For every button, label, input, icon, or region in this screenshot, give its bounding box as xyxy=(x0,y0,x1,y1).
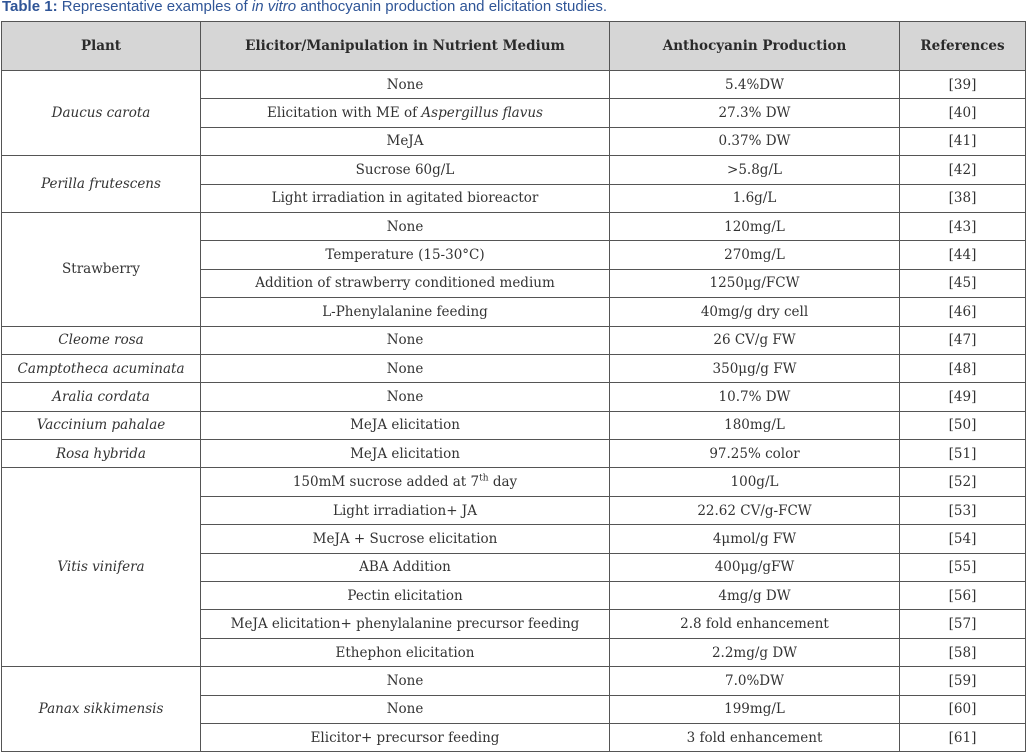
production-cell: 120mg/L xyxy=(610,212,900,240)
plant-name: Camptotheca acuminata xyxy=(17,360,185,377)
reference-cell: [58] xyxy=(900,638,1026,666)
production-cell: 180mg/L xyxy=(610,411,900,439)
elicitor-text: L-Phenylalanine feeding xyxy=(322,303,488,320)
reference-cell: [50] xyxy=(900,411,1026,439)
plant-cell xyxy=(2,440,201,468)
elicitor-text: MeJA elicitation xyxy=(350,417,460,434)
header-row xyxy=(2,22,1026,71)
elicitor-text: Pectin elicitation xyxy=(347,587,463,604)
reference-cell: [45] xyxy=(900,269,1026,297)
plant-name: Rosa hybrida xyxy=(56,445,146,462)
production-cell: 270mg/L xyxy=(610,241,900,269)
production-cell: 2.2mg/g DW xyxy=(610,638,900,666)
elicitor-cell xyxy=(201,383,610,411)
elicitor-cell xyxy=(201,326,610,354)
reference-cell: [38] xyxy=(900,184,1026,212)
elicitor-cell xyxy=(201,269,610,297)
elicitor-cell xyxy=(201,582,610,610)
elicitor-cell xyxy=(201,71,610,99)
elicitor-text: None xyxy=(386,76,424,93)
elicitor-text: Light irradiation in agitated bioreactor xyxy=(271,190,539,207)
elicitor-cell xyxy=(201,354,610,382)
elicitor-text: MeJA + Sucrose elicitation xyxy=(312,530,498,547)
table-row xyxy=(2,71,1026,99)
plant-name: Vitis vinifera xyxy=(57,559,145,576)
production-cell: >5.8g/L xyxy=(610,156,900,184)
elicitor-tail: day xyxy=(488,474,518,491)
elicitor-text: MeJA xyxy=(386,133,424,150)
table-row xyxy=(2,354,1026,382)
plant-name: Perilla frutescens xyxy=(41,176,161,193)
caption-text-italic: in vitro xyxy=(251,0,297,15)
table-row xyxy=(2,468,1026,496)
elicitor-text: None xyxy=(386,701,424,718)
reference-cell: [57] xyxy=(900,610,1026,638)
elicitor-cell xyxy=(201,667,610,695)
elicitor-text: None xyxy=(386,360,424,377)
elicitor-cell xyxy=(201,525,610,553)
elicitor-text: MeJA elicitation+ phenylalanine precursor feeding xyxy=(230,616,580,633)
table-body xyxy=(2,71,1026,752)
elicitor-cell xyxy=(201,411,610,439)
elicitor-cell xyxy=(201,638,610,666)
elicitor-superscript: th xyxy=(479,473,489,484)
elicitor-text: MeJA elicitation xyxy=(350,445,460,462)
reference-cell: [40] xyxy=(900,99,1026,127)
table-row xyxy=(2,383,1026,411)
plant-cell xyxy=(2,383,201,411)
header-elicitor: Elicitor/Manipulation in Nutrient Medium xyxy=(201,22,610,71)
production-cell: 400μg/gFW xyxy=(610,553,900,581)
production-cell: 97.25% color xyxy=(610,440,900,468)
production-cell: 199mg/L xyxy=(610,695,900,723)
elicitor-text: Temperature (15-30°C) xyxy=(325,247,485,264)
elicitor-text: Addition of strawberry conditioned medium xyxy=(255,275,555,292)
elicitor-cell xyxy=(201,695,610,723)
production-cell: 1.6g/L xyxy=(610,184,900,212)
reference-cell: [46] xyxy=(900,298,1026,326)
production-cell: 4mg/g DW xyxy=(610,582,900,610)
production-cell: 350μg/g FW xyxy=(610,354,900,382)
elicitor-cell xyxy=(201,241,610,269)
production-cell: 4μmol/g FW xyxy=(610,525,900,553)
reference-cell: [43] xyxy=(900,212,1026,240)
table-row xyxy=(2,156,1026,184)
production-cell: 1250μg/FCW xyxy=(610,269,900,297)
table-row xyxy=(2,411,1026,439)
table-row xyxy=(2,440,1026,468)
elicitor-cell xyxy=(201,468,610,496)
plant-name: Aralia cordata xyxy=(52,388,150,405)
reference-cell: [49] xyxy=(900,383,1026,411)
elicitor-cell xyxy=(201,99,610,127)
table-row xyxy=(2,326,1026,354)
plant-cell xyxy=(2,667,201,752)
elicitor-cell xyxy=(201,298,610,326)
production-cell: 0.37% DW xyxy=(610,127,900,155)
production-cell: 5.4%DW xyxy=(610,71,900,99)
reference-cell: [51] xyxy=(900,440,1026,468)
plant-name: Cleome rosa xyxy=(58,332,144,349)
elicitor-cell xyxy=(201,496,610,524)
anthocyanin-table xyxy=(1,21,1026,752)
elicitor-text: Light irradiation+ JA xyxy=(333,502,477,519)
plant-cell xyxy=(2,354,201,382)
production-cell: 26 CV/g FW xyxy=(610,326,900,354)
table-row xyxy=(2,667,1026,695)
plant-cell xyxy=(2,326,201,354)
reference-cell: [55] xyxy=(900,553,1026,581)
plant-name: Vaccinium pahalae xyxy=(36,417,166,434)
production-cell: 100g/L xyxy=(610,468,900,496)
elicitor-organism: Aspergillus flavus xyxy=(421,105,543,122)
reference-cell: [60] xyxy=(900,695,1026,723)
elicitor-text: Elicitor+ precursor feeding xyxy=(310,729,500,746)
reference-cell: [47] xyxy=(900,326,1026,354)
elicitor-cell xyxy=(201,723,610,751)
reference-cell: [44] xyxy=(900,241,1026,269)
reference-cell: [56] xyxy=(900,582,1026,610)
production-cell: 2.8 fold enhancement xyxy=(610,610,900,638)
reference-cell: [54] xyxy=(900,525,1026,553)
header-plant: Plant xyxy=(2,22,201,71)
plant-cell xyxy=(2,71,201,156)
production-cell: 7.0%DW xyxy=(610,667,900,695)
elicitor-text: Elicitation with ME of xyxy=(267,105,422,122)
plant-name: Panax sikkimensis xyxy=(38,701,164,718)
elicitor-text: None xyxy=(386,218,424,235)
plant-cell xyxy=(2,156,201,213)
production-cell: 10.7% DW xyxy=(610,383,900,411)
elicitor-text: Ethephon elicitation xyxy=(335,644,475,661)
header-production: Anthocyanin Production xyxy=(610,22,900,71)
production-cell: 22.62 CV/g-FCW xyxy=(610,496,900,524)
caption-label: Table 1: xyxy=(2,0,58,15)
plant-cell xyxy=(2,212,201,326)
elicitor-cell xyxy=(201,553,610,581)
plant-cell xyxy=(2,468,201,667)
production-cell: 3 fold enhancement xyxy=(610,723,900,751)
header-references: References xyxy=(900,22,1026,71)
reference-cell: [53] xyxy=(900,496,1026,524)
plant-cell xyxy=(2,411,201,439)
elicitor-text: None xyxy=(386,672,424,689)
production-cell: 27.3% DW xyxy=(610,99,900,127)
elicitor-cell xyxy=(201,212,610,240)
elicitor-cell xyxy=(201,156,610,184)
elicitor-cell xyxy=(201,127,610,155)
reference-cell: [39] xyxy=(900,71,1026,99)
plant-name: Strawberry xyxy=(62,261,140,278)
elicitor-cell xyxy=(201,184,610,212)
reference-cell: [61] xyxy=(900,723,1026,751)
caption-text-after: anthocyanin production and elicitation studies. xyxy=(296,0,608,15)
elicitor-text: None xyxy=(386,332,424,349)
table-caption xyxy=(2,0,607,18)
reference-cell: [42] xyxy=(900,156,1026,184)
elicitor-text: 150mM sucrose added at 7 xyxy=(292,474,480,491)
reference-cell: [59] xyxy=(900,667,1026,695)
reference-cell: [41] xyxy=(900,127,1026,155)
table-row xyxy=(2,212,1026,240)
production-cell: 40mg/g dry cell xyxy=(610,298,900,326)
caption-text-before: Representative examples of xyxy=(57,0,252,15)
elicitor-text: ABA Addition xyxy=(359,559,451,576)
elicitor-cell xyxy=(201,440,610,468)
elicitor-text: None xyxy=(386,388,424,405)
elicitor-text: Sucrose 60g/L xyxy=(355,161,455,178)
reference-cell: [48] xyxy=(900,354,1026,382)
reference-cell: [52] xyxy=(900,468,1026,496)
plant-name: Daucus carota xyxy=(51,105,151,122)
elicitor-cell xyxy=(201,610,610,638)
